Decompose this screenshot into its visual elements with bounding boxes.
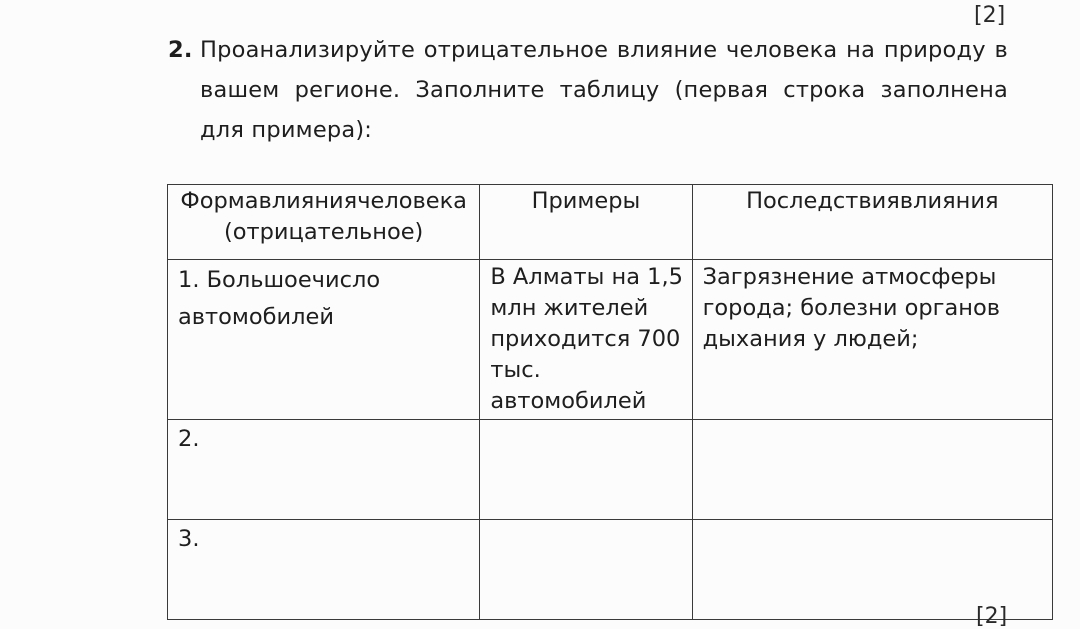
question-number: 2. xyxy=(168,37,193,63)
cell-form: 3. xyxy=(168,520,480,620)
cell-consequence[interactable] xyxy=(692,420,1052,520)
cell-example: В Алматы на 1,5 млн жителей приходится 700 тыс. автомобилей xyxy=(480,260,692,420)
table-header-row xyxy=(168,185,1053,260)
table-row xyxy=(168,520,1053,620)
header-consequences: Последствиявлияния xyxy=(692,185,1052,260)
marks-label: [2] xyxy=(974,3,1006,28)
header-examples: Примеры xyxy=(480,185,692,260)
marks-label-bottom: [2] xyxy=(976,604,1008,629)
cell-example[interactable] xyxy=(480,520,692,620)
question-text: Проанализируйте отрицательное влияние человека на природу в вашем регионе. Заполните таблицу (первая строка заполнена для примера): xyxy=(200,37,1008,143)
answer-table xyxy=(167,184,1053,620)
cell-form: 2. xyxy=(168,420,480,520)
cell-form: 1. Большоечисло автомобилей xyxy=(168,260,480,420)
table-row xyxy=(168,420,1053,520)
cell-consequence: Загрязнение атмосферы города; болезни органов дыхания у людей; xyxy=(692,260,1052,420)
question-block xyxy=(168,30,1008,150)
cell-example[interactable] xyxy=(480,420,692,520)
header-form: Формавлияниячеловека (отрицательное) xyxy=(168,185,480,260)
table-row xyxy=(168,260,1053,420)
